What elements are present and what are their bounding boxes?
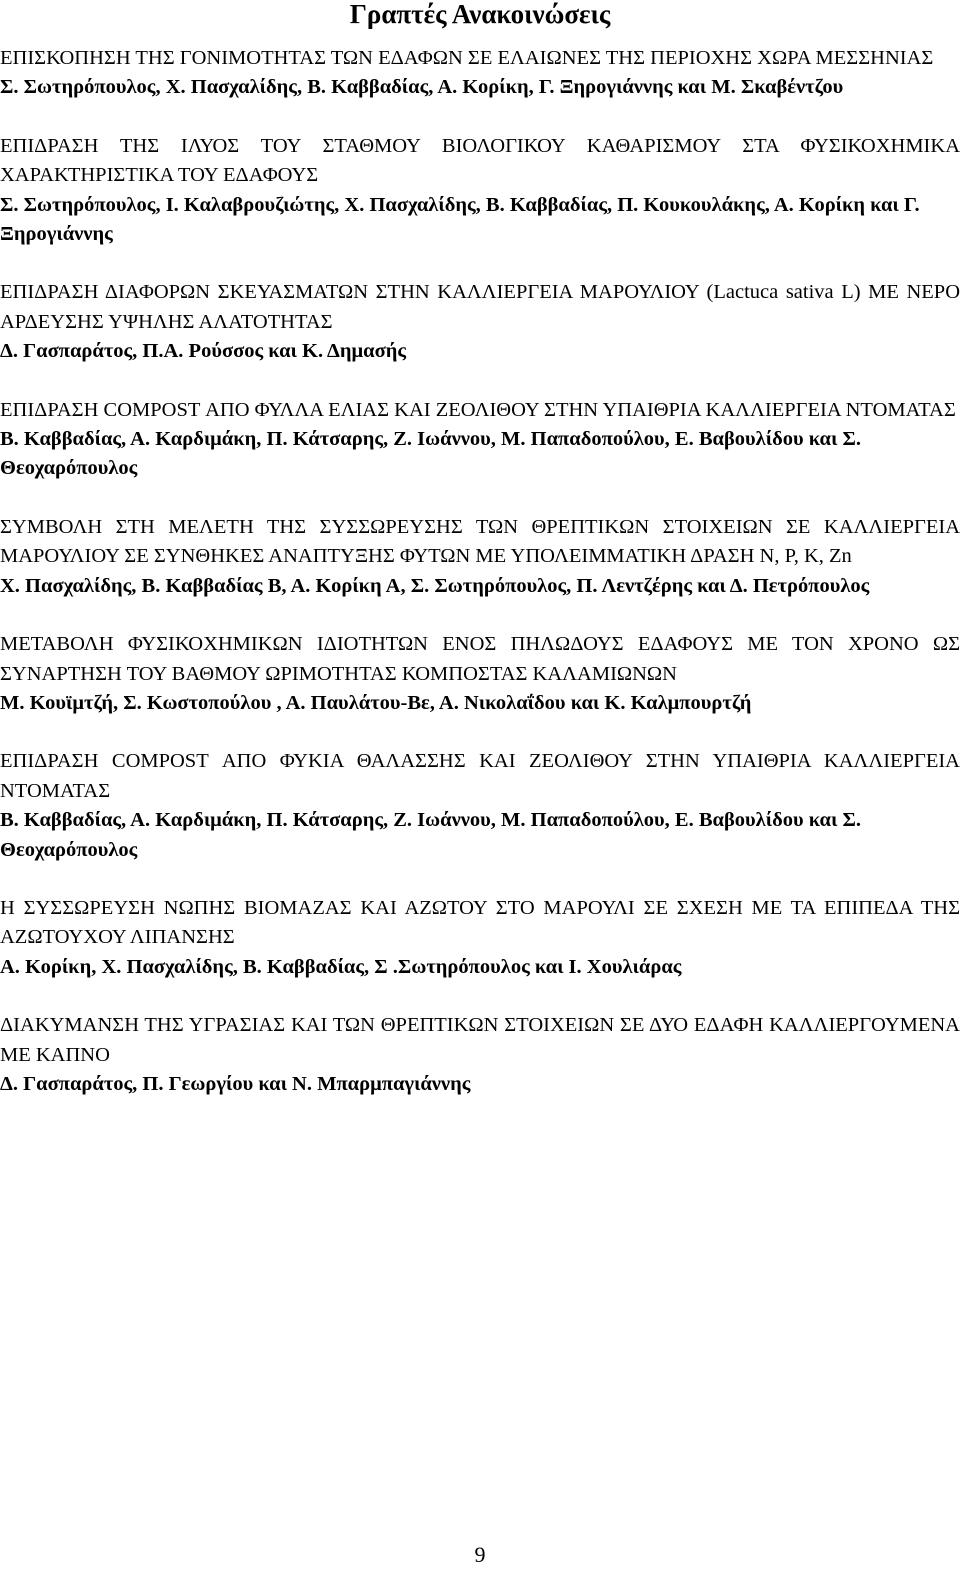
entry-title: ΔΙΑΚΥΜΑΝΣΗ ΤΗΣ ΥΓΡΑΣΙΑΣ ΚΑΙ ΤΩΝ ΘΡΕΠΤΙΚΩΝ ΣΤΟΙΧΕΙΩΝ ΣΕ ΔΥΟ ΕΔΑΦΗ ΚΑΛΛΙΕΡΓΟΥΜΕΝΑ ΜΕ ΚΑΠΝΟ	[0, 1014, 960, 1066]
list-item	[0, 44, 960, 103]
entry-title: ΕΠΙΣΚΟΠΗΣΗ ΤΗΣ ΓΟΝΙΜΟΤΗΤΑΣ ΤΩΝ ΕΔΑΦΩΝ ΣΕ ΕΛΑΙΩΝΕΣ ΤΗΣ ΠΕΡΙΟΧΗΣ ΧΩΡΑ ΜΕΣΣΗΝΙΑΣ	[0, 47, 934, 69]
entry-authors: Μ. Κουϊμτζή, Σ. Κωστοπούλου , Α. Παυλάτου-Βε, Α. Νικολαΐδου και Κ. Καλμπουρτζή	[0, 691, 752, 714]
entry-title: ΕΠΙΔΡΑΣΗ ΔΙΑΦΟΡΩΝ ΣΚΕΥΑΣΜΑΤΩΝ ΣΤΗΝ ΚΑΛΛΙΕΡΓΕΙΑ ΜΑΡΟΥΛΙΟΥ (Lactuca sativa L) ΜΕ ΝΕΡΟ ΑΡΔΕΥΣΗΣ ΥΨΗΛΗΣ ΑΛΑΤΟΤΗΤΑΣ	[0, 281, 960, 333]
list-item	[0, 747, 960, 865]
entry-authors: Σ. Σωτηρόπουλος, Ι. Καλαβρουζιώτης, Χ. Πασχαλίδης, Β. Καββαδίας, Π. Κουκουλάκης, Α. Κορίκη και Γ. Ξηρογιάννης	[0, 193, 920, 246]
entry-authors: Δ. Γασπαράτος, Π. Γεωργίου και Ν. Μπαρμπαγιάννης	[0, 1072, 471, 1095]
entry-authors: Χ. Πασχαλίδης, Β. Καββαδίας Β, Α. Κορίκη Α, Σ. Σωτηρόπουλος, Π. Λεντζέρης και Δ. Πετρόπουλος	[0, 574, 870, 597]
page-title: Γραπτές Ανακοινώσεις	[349, 0, 611, 29]
entry-title: ΜΕΤΑΒΟΛΗ ΦΥΣΙΚΟΧΗΜΙΚΩΝ ΙΔΙΟΤΗΤΩΝ ΕΝΟΣ ΠΗΛΩΔΟΥΣ ΕΔΑΦΟΥΣ ΜΕ ΤΟΝ ΧΡΟΝΟ ΩΣ ΣΥΝΑΡΤΗΣΗ ΤΟΥ ΒΑΘΜΟΥ ΩΡΙΜΟΤΗΤΑΣ ΚΟΜΠΟΣΤΑΣ ΚΑΛΑΜΙΩΝΩΝ	[0, 633, 960, 685]
page-number: 9	[474, 1542, 486, 1567]
entry-authors: Δ. Γασπαράτος, Π.Α. Ρούσσος και Κ. Δημασής	[0, 340, 407, 363]
entry-authors: Β. Καββαδίας, Α. Καρδιμάκη, Π. Κάτσαρης, Ζ. Ιωάννου, Μ. Παπαδοπούλου, Ε. Βαβουλίδου και Σ. Θεοχαρόπουλος	[0, 809, 861, 861]
list-item	[0, 1011, 960, 1099]
list-item	[0, 513, 960, 601]
list-item	[0, 132, 960, 250]
list-item	[0, 894, 960, 982]
entry-title: Η ΣΥΣΣΩΡΕΥΣΗ ΝΩΠΗΣ ΒΙΟΜΑΖΑΣ ΚΑΙ ΑΖΩΤΟΥ ΣΤΟ ΜΑΡΟΥΛΙ ΣΕ ΣΧΕΣΗ ΜΕ ΤΑ ΕΠΙΠΕΔΑ ΤΗΣ ΑΖΩΤΟΥΧΟΥ ΛΙΠΑΝΣΗΣ	[0, 896, 960, 949]
entry-title: ΕΠΙΔΡΑΣΗ COMPOST ΑΠΟ ΦΥΛΛΑ ΕΛΙΑΣ ΚΑΙ ΖΕΟΛΙΘΟΥ ΣΤΗΝ ΥΠΑΙΘΡΙΑ ΚΑΛΛΙΕΡΓΕΙΑ ΝΤΟΜΑΤΑΣ	[0, 398, 956, 421]
list-item	[0, 630, 960, 718]
entry-authors: Σ. Σωτηρόπουλος, Χ. Πασχαλίδης, Β. Καββαδίας, Α. Κορίκη, Γ. Ξηρογιάννης και Μ. Σκαβέντζου	[0, 76, 844, 99]
list-item	[0, 278, 960, 366]
entry-authors: Β. Καββαδίας, Α. Καρδιμάκη, Π. Κάτσαρης, Ζ. Ιωάννου, Μ. Παπαδοπούλου, Ε. Βαβουλίδου και Σ. Θεοχαρόπουλος	[0, 428, 861, 480]
entry-title: ΕΠΙΔΡΑΣΗ ΤΗΣ ΙΛΥΟΣ ΤΟΥ ΣΤΑΘΜΟΥ ΒΙΟΛΟΓΙΚΟΥ ΚΑΘΑΡΙΣΜΟΥ ΣΤΑ ΦΥΣΙΚΟΧΗΜΙΚΑ ΧΑΡΑΚΤΗΡΙΣΤΙΚΑ ΤΟΥ ΕΔΑΦΟΥΣ	[0, 134, 960, 187]
entry-title: ΕΠΙΔΡΑΣΗ COMPOST ΑΠΟ ΦΥΚΙΑ ΘΑΛΑΣΣΗΣ ΚΑΙ ΖΕΟΛΙΘΟΥ ΣΤΗΝ ΥΠΑΙΘΡΙΑ ΚΑΛΛΙΕΡΓΕΙΑ ΝΤΟΜΑΤΑΣ	[0, 750, 960, 802]
entry-title: ΣΥΜΒΟΛΗ ΣΤΗ ΜΕΛΕΤΗ ΤΗΣ ΣΥΣΣΩΡΕΥΣΗΣ ΤΩΝ ΘΡΕΠΤΙΚΩΝ ΣΤΟΙΧΕΙΩΝ ΣΕ ΚΑΛΛΙΕΡΓΕΙΑ ΜΑΡΟΥΛΙΟΥ ΣΕ ΣΥΝΘΗΚΕΣ ΑΝΑΠΤΥΞΗΣ ΦΥΤΩΝ ΜΕ ΥΠΟΛΕΙΜΜΑΤΙΚΗ ΔΡΑΣΗ N, P, K, Zn	[0, 515, 960, 568]
list-item	[0, 396, 960, 484]
entry-authors: Α. Κορίκη, Χ. Πασχαλίδης, Β. Καββαδίας, Σ .Σωτηρόπουλος και Ι. Χουλιάρας	[0, 955, 682, 978]
announcements-list	[0, 44, 960, 1128]
